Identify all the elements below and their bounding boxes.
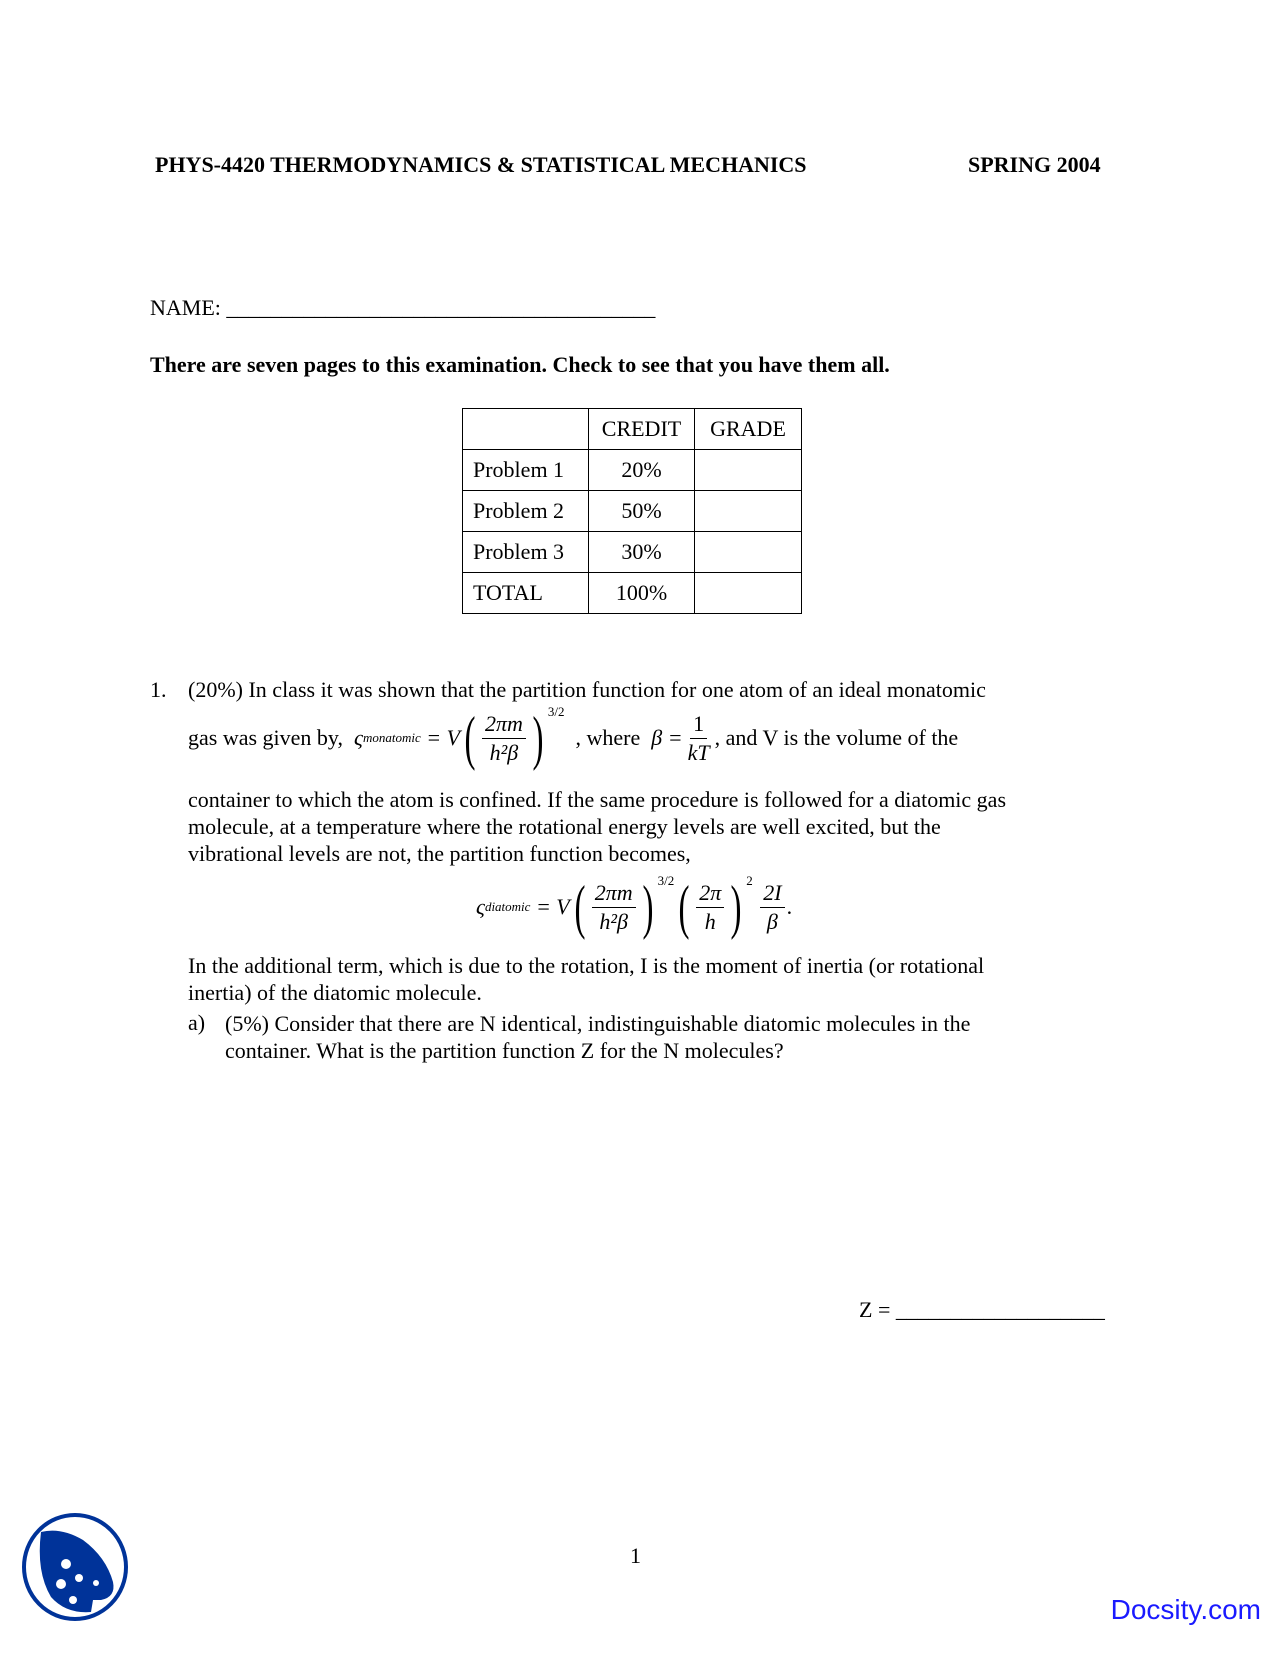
text: = V xyxy=(426,725,461,750)
text-line: (5%) Consider that there are N identical, indistinguishable diatomic molecules in the xyxy=(225,1011,971,1036)
paragraph xyxy=(188,786,1006,867)
fraction: $\frac{2\pi}{h}$ xyxy=(696,879,724,936)
table-row xyxy=(463,532,802,573)
part-a-label: a) xyxy=(188,1010,206,1035)
text-line: In the additional term, which is due to the rotation, I is the moment of inertia (or rotational xyxy=(188,953,985,978)
exponent: 3/2 xyxy=(657,873,675,888)
grade-table xyxy=(462,408,802,614)
cell: 100% xyxy=(589,573,695,614)
table-header-row xyxy=(463,409,802,450)
header-cell xyxy=(463,409,589,450)
subscript: diatomic xyxy=(484,899,531,914)
text: . xyxy=(786,894,793,919)
table-row xyxy=(463,450,802,491)
docsity-logo-icon xyxy=(21,1512,129,1622)
fraction: $\frac{1}{kT}$ xyxy=(687,710,710,765)
answer-blank[interactable]: Z = ___________________ xyxy=(859,1297,1105,1322)
notice: There are seven pages to this examination. Check to see that you have them all. xyxy=(150,352,890,377)
grade-cell[interactable] xyxy=(695,450,802,491)
text-line: inertia) of the diatomic molecule. xyxy=(188,980,482,1005)
fraction: $\frac{2\pi m}{\text{h²β}}$ xyxy=(482,710,526,767)
table-row xyxy=(463,573,802,614)
text-line: container to which the atom is confined. If the same procedure is followed for a diatomic gas xyxy=(188,787,1007,812)
text-line: vibrational levels are not, the partition function becomes, xyxy=(188,841,691,866)
part-a-text xyxy=(225,1010,970,1064)
grade-cell[interactable] xyxy=(695,573,802,614)
grade-cell[interactable] xyxy=(695,532,802,573)
fraction: $\frac{2\pi m}{\text{h²β}}$ xyxy=(592,879,636,936)
text-line: container. What is the partition function Z for the N molecules? xyxy=(225,1038,784,1063)
text: , and V is the volume of the xyxy=(714,725,959,750)
monatomic-equation-line: gas was given by, ς monatomic = V ( $\frac{2\pi m}{\text{h²β}}$ ) 3/2 , where β = $\frac{1}{kT}$ , and V is the volume of the xyxy=(188,704,959,771)
subscript: monatomic xyxy=(362,730,421,745)
page-number: 1 xyxy=(630,1543,641,1568)
zeta-symbol: ς xyxy=(354,725,363,750)
text: gas was given by, xyxy=(188,725,343,750)
problem-number: 1. xyxy=(150,677,167,702)
cell: Problem 1 xyxy=(463,450,589,491)
paragraph xyxy=(188,952,984,1006)
exponent: 2 xyxy=(746,873,753,888)
grade-cell[interactable] xyxy=(695,491,802,532)
problem-intro: (20%) In class it was shown that the partition function for one atom of an ideal monatomic xyxy=(188,677,986,702)
zeta-symbol: ς xyxy=(476,894,485,919)
cell: Problem 3 xyxy=(463,532,589,573)
fraction: $\frac{2I}{\beta}$ xyxy=(760,879,784,936)
table-row xyxy=(463,491,802,532)
cell: Problem 2 xyxy=(463,491,589,532)
text: = V xyxy=(535,894,570,919)
cell: 20% xyxy=(589,450,695,491)
term: SPRING 2004 xyxy=(968,152,1101,177)
course-title: PHYS-4420 THERMODYNAMICS & STATISTICAL MECHANICS xyxy=(155,152,807,177)
text: β = xyxy=(651,725,683,750)
docsity-watermark[interactable]: Docsity.com xyxy=(1110,1594,1261,1625)
diatomic-equation: ς diatomic = V ( $\frac{2\pi m}{\text{h²β}}$ ) 3/2 ( $\frac{2\pi}{h}$ ) 2 $\frac{2I}{\beta}$ . xyxy=(476,873,793,940)
exponent: 3/2 xyxy=(547,704,565,719)
header-cell: CREDIT xyxy=(589,409,695,450)
cell: 30% xyxy=(589,532,695,573)
cell: TOTAL xyxy=(463,573,589,614)
cell: 50% xyxy=(589,491,695,532)
text-line: molecule, at a temperature where the rotational energy levels are well excited, but the xyxy=(188,814,941,839)
text: , where xyxy=(575,725,641,750)
header-cell: GRADE xyxy=(695,409,802,450)
name-field[interactable]: NAME: _______________________________________ xyxy=(150,295,656,320)
